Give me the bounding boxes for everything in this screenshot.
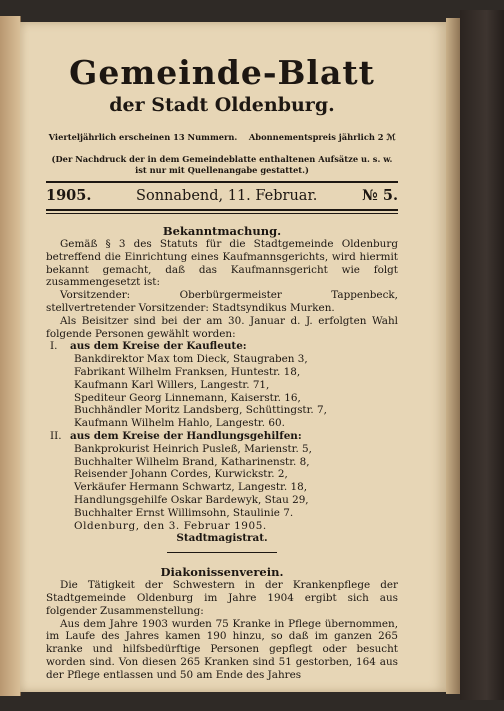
member-item: Buchhändler Moritz Landsberg, Schüttingstr. 7, — [74, 404, 327, 417]
member-item: Reisender Johann Cordes, Kurwickstr. 2, — [74, 468, 288, 481]
announcement-date-place: Oldenburg, den 3. Februar 1905. — [74, 519, 267, 532]
page-block-edge — [446, 18, 460, 694]
member-item: Kaufmann Karl Willers, Langestr. 71, — [74, 378, 270, 391]
group-clerks-label: aus dem Kreise der Handlungsgehilfen: — [70, 429, 302, 442]
deaconess-intro: Die Tätigkeit der Schwestern in der Krankenpflege der Stadtgemeinde Oldenburg im Jahre 1904 ergibt sich aus folgender Zusammenstellung: — [46, 579, 398, 617]
member-item: Handlungsgehilfe Oskar Bardewyk, Stau 29, — [74, 493, 309, 506]
info-frequency: Vierteljährlich erscheinen 13 Nummern. — [48, 132, 238, 142]
group-merchants-title — [50, 340, 398, 353]
announcement-election: Als Beisitzer sind bei der am 30. Januar d. J. erfolgten Wahl folgende Personen gewählt worden: — [46, 314, 398, 340]
section-divider — [167, 552, 277, 553]
announcement-intro: Gemäß § 3 des Statuts für die Stadtgemeinde Oldenburg betreffend die Einrichtung eines Kaufmannsgerichts, wird hiermit bekannt gemacht, daß das Kaufmannsgericht wie folgt zusammengesetzt ist: — [46, 238, 398, 289]
header-rule-thin — [46, 213, 398, 214]
member-item: Spediteur Georg Linnemann, Kaiserstr. 16, — [74, 391, 301, 404]
info-price: Abonnementspreis jährlich 2 ℳ — [248, 132, 396, 142]
header-rule-top — [46, 181, 398, 183]
subscription-info — [46, 132, 398, 143]
announcement-chair: Vorsitzender: Oberbürgermeister Tappenbeck, stellvertretender Vorsitzender: Stadtsyndikus Murken. — [46, 289, 398, 314]
group-clerks-numeral: II. — [50, 429, 62, 442]
group-merchants-numeral: I. — [50, 340, 58, 353]
deaconess-body: Aus dem Jahre 1903 wurden 75 Kranke in Pflege übernommen, im Laufe des Jahres kamen 190 hinzu, so daß im ganzen 265 kranke und hilfsbedürftige Personen gepflegt oder besucht worden sind. Von diesen 265 Kranken sind 51 gestorben, 164 aus der Pflege entlassen und 50 am Ende des Jahres — [46, 617, 398, 681]
member-item: Kaufmann Wilhelm Hahlo, Langestr. 60. — [74, 417, 285, 430]
issue-number: № 5. — [362, 187, 398, 204]
member-item: Buchhalter Wilhelm Brand, Katharinenstr. 8, — [74, 455, 310, 468]
issue-date: Sonnabend, 11. Februar. — [136, 188, 318, 204]
reprint-note-line2: ist nur mit Quellenangabe gestattet.) — [135, 165, 309, 175]
section-heading-bekanntmachung: Bekanntmachung. — [162, 224, 282, 238]
page-content — [46, 40, 398, 682]
reprint-note — [46, 154, 398, 176]
reprint-note-line1: (Der Nachdruck der in dem Gemeindeblatte enthaltenen Aufsätze u. s. w. — [51, 154, 393, 164]
member-item: Bankdirektor Max tom Dieck, Staugraben 3, — [74, 353, 308, 366]
member-item: Verkäufer Hermann Schwartz, Langestr. 18, — [74, 481, 308, 494]
member-item: Fabrikant Wilhelm Franksen, Huntestr. 18, — [74, 365, 301, 378]
masthead-title: Gemeinde-Blatt — [69, 53, 375, 92]
issue-dateline — [46, 188, 398, 204]
group-merchants-label: aus dem Kreise der Kaufleute: — [70, 340, 247, 353]
announcement-signature: Stadtmagistrat. — [176, 532, 268, 545]
section-heading-diakonissenverein: Diakonissenverein. — [160, 565, 284, 580]
group-clerks-title — [50, 430, 398, 443]
member-item: Bankprokurist Heinrich Pusleß, Marienstr. 5, — [74, 442, 312, 455]
masthead-subtitle: der Stadt Oldenburg. — [109, 94, 335, 116]
book-binding — [460, 10, 504, 700]
member-item: Buchhalter Ernst Willimsohn, Staulinie 7. — [74, 506, 294, 519]
header-rule-bottom — [46, 209, 398, 211]
facing-page-edge — [0, 16, 21, 696]
issue-year: 1905. — [46, 187, 92, 204]
